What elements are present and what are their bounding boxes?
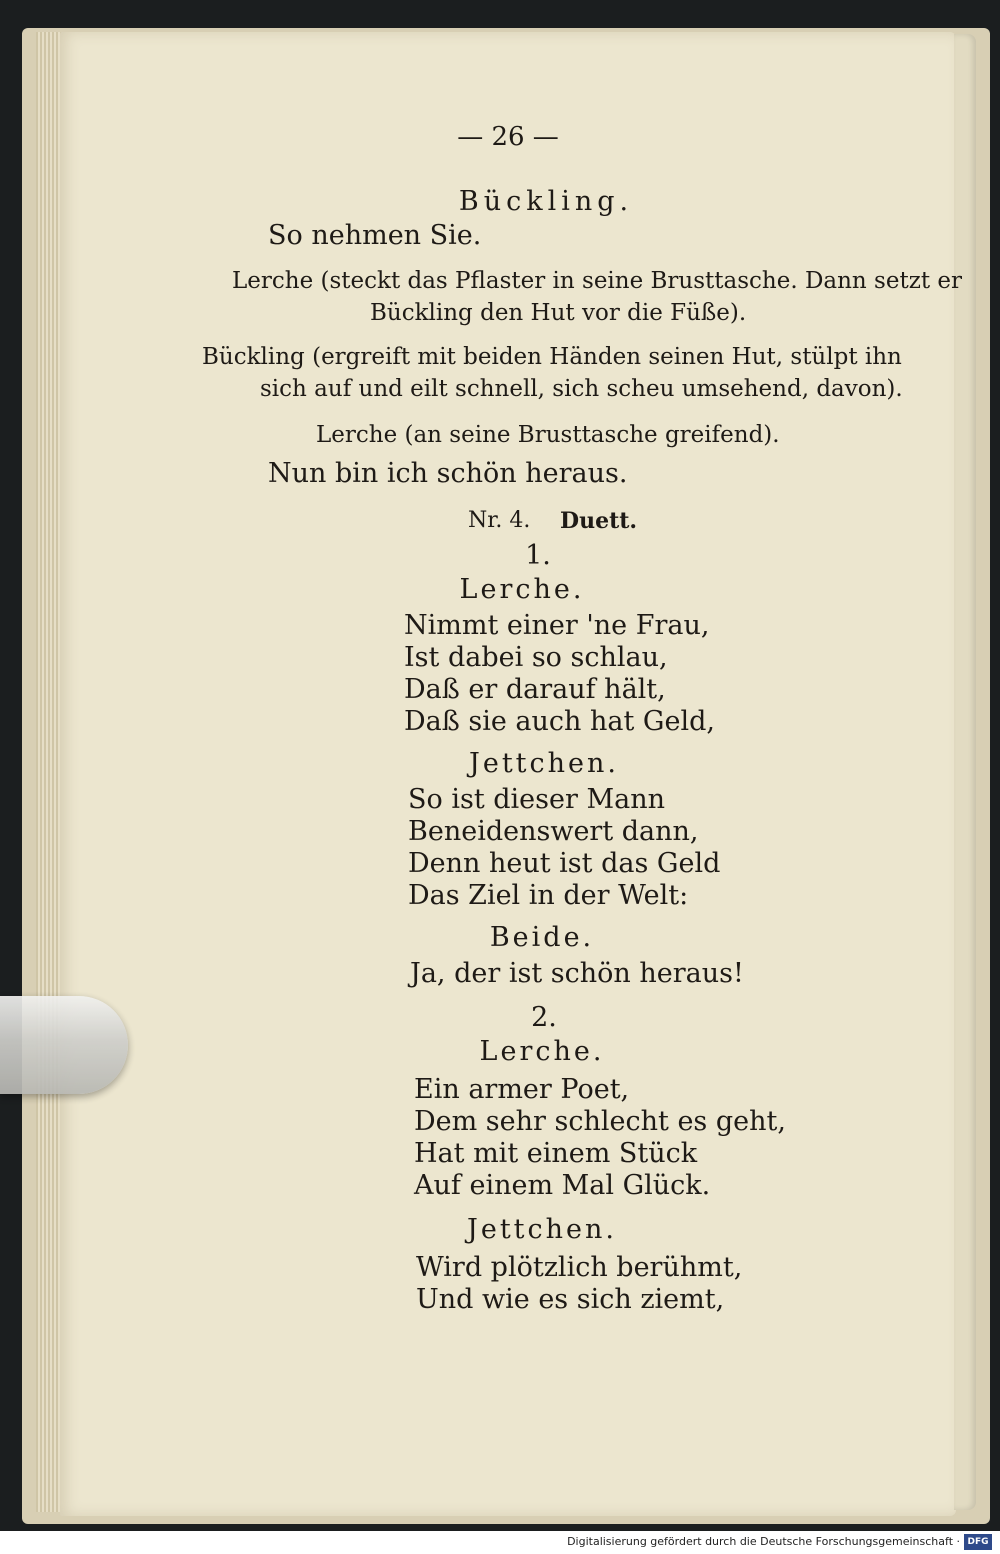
section-title: Duett. bbox=[560, 508, 638, 534]
speaker-name: Lerche. bbox=[479, 1036, 605, 1067]
speaker-name: Jettchen. bbox=[467, 1214, 617, 1245]
verse-line: Daß er darauf hält, bbox=[404, 674, 666, 705]
stage-direction: Bückling (ergreift mit beiden Händen seinen Hut, stülpt ihn bbox=[202, 344, 902, 370]
speaker-name: Lerche. bbox=[459, 574, 585, 605]
number-label: Nr. 4. bbox=[468, 508, 531, 533]
speaker-name: Beide. bbox=[489, 922, 595, 953]
stage-direction: Lerche (steckt das Pflaster in seine Brusttasche. Dann setzt er bbox=[232, 268, 962, 294]
stage-direction: sich auf und eilt schnell, sich scheu umsehend, davon). bbox=[260, 376, 903, 402]
page-number: — 26 — bbox=[457, 122, 559, 152]
verse-line: Ja, der ist schön heraus! bbox=[410, 958, 744, 989]
verse-line: Wird plötzlich berühmt, bbox=[416, 1252, 743, 1283]
verse-line: So ist dieser Mann bbox=[408, 784, 666, 815]
dialogue-line: So nehmen Sie. bbox=[268, 220, 482, 251]
verse-number: 1. bbox=[525, 540, 551, 571]
page-content bbox=[60, 32, 962, 1516]
dfg-logo-icon: DFG bbox=[964, 1534, 992, 1550]
verse-line: Hat mit einem Stück bbox=[414, 1138, 698, 1169]
verse-line: Auf einem Mal Glück. bbox=[414, 1170, 711, 1201]
footer-bar bbox=[0, 1531, 1000, 1554]
verse-number: 2. bbox=[531, 1002, 557, 1033]
dialogue-line: Nun bin ich schön heraus. bbox=[268, 458, 628, 489]
page-stack-edge bbox=[36, 32, 62, 1512]
verse-line: Ein armer Poet, bbox=[414, 1074, 630, 1105]
verse-line: Beneidenswert dann, bbox=[408, 816, 699, 847]
verse-line: Ist dabei so schlau, bbox=[404, 642, 668, 673]
verse-line: Dem sehr schlecht es geht, bbox=[414, 1106, 786, 1137]
verse-line: Und wie es sich ziemt, bbox=[416, 1284, 725, 1315]
verse-line: Daß sie auch hat Geld, bbox=[404, 706, 715, 737]
stage-direction: Bückling den Hut vor die Füße). bbox=[370, 300, 747, 326]
speaker-name: Bückling. bbox=[458, 186, 634, 217]
footer-credit: Digitalisierung gefördert durch die Deutsche Forschungsgemeinschaft · bbox=[567, 1535, 960, 1548]
verse-line: Nimmt einer 'ne Frau, bbox=[404, 610, 710, 641]
verse-line: Das Ziel in der Welt: bbox=[408, 880, 689, 911]
verse-line: Denn heut ist das Geld bbox=[408, 848, 721, 879]
stage-direction: Lerche (an seine Brusttasche greifend). bbox=[316, 422, 780, 448]
page-clip-holder bbox=[0, 996, 128, 1094]
speaker-name: Jettchen. bbox=[469, 748, 619, 779]
